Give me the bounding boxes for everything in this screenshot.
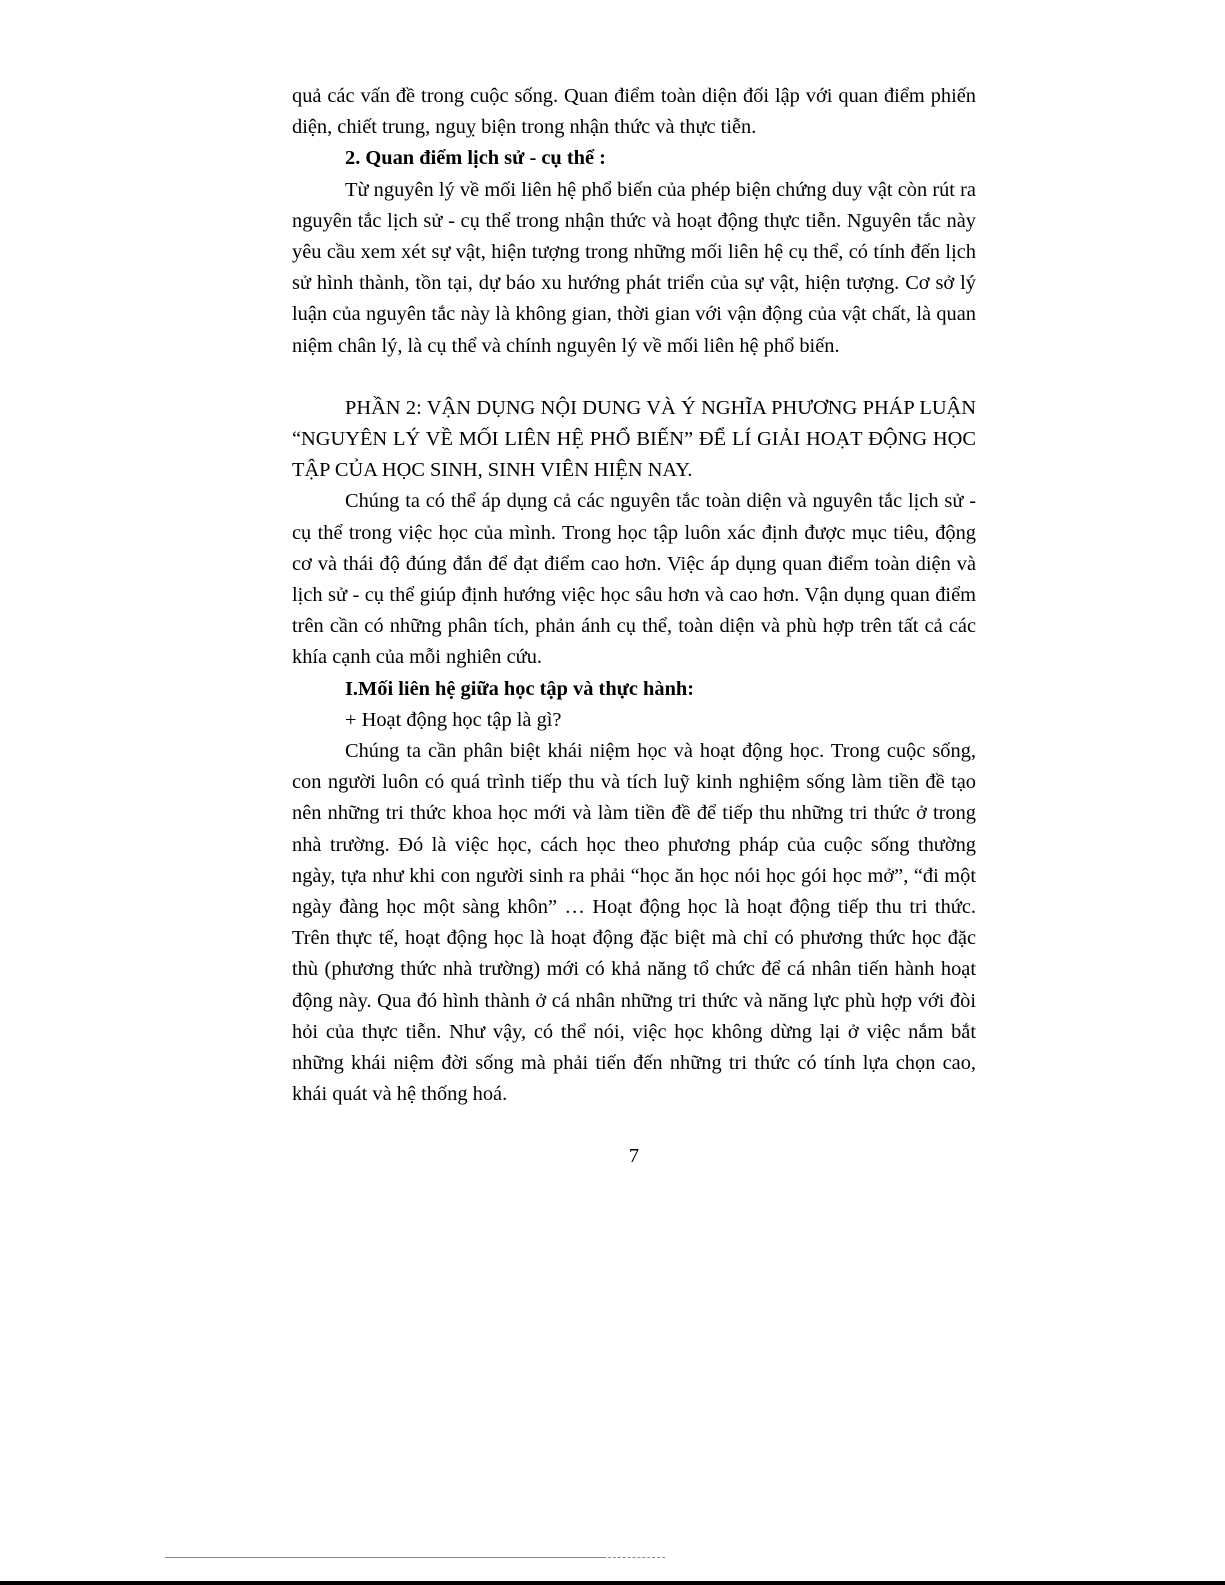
question-what-is-learning: + Hoạt động học tập là gì?	[345, 708, 562, 731]
paragraph-learning-activity: Chúng ta cần phân biệt khái niệm học và hoạt động học. Trong cuộc sống, con người luôn có quá trình tiếp thu và tích luỹ kinh nghiệm sống làm tiền đề tạo nên những tri thức khoa học mới và làm tiền đề để tiếp thu những tri thức ở trong nhà trường. Đó là việc học, cách học theo phương pháp của cuộc sống thường ngày, tựa như khi con người sinh ra phải “học ăn học nói học gói học mở”, “đi một ngày đàng học một sàng khôn” … Hoạt động học là hoạt động tiếp thu tri thức. Trên thực tế, hoạt động học là hoạt động đặc biệt mà chỉ có phương thức học đặc thù (phương thức nhà trường) mới có khả năng tổ chức để cá nhân tiến hành hoạt động này. Qua đó hình thành ở cá nhân những tri thức và năng lực phù hợp với đòi hỏi của thực tiễn. Như vậy, có thể nói, việc học không dừng lại ở việc nắm bắt những khái niệm đời sống mà phải tiến đến những tri thức có tính lựa chọn cao, khái quát và hệ thống hoá.	[292, 740, 976, 1106]
heading-learning-practice: I.Mối liên hệ giữa học tập và thực hành:	[345, 677, 695, 700]
page-bottom-border	[0, 1581, 1225, 1585]
page-number: 7	[628, 1145, 640, 1167]
document-body	[292, 81, 976, 1111]
paragraph-continuation: quả các vấn đề trong cuộc sống. Quan điểm toàn diện đối lập với quan điểm phiến diện, chiết trung, nguỵ biện trong nhận thức và thực tiễn.	[292, 85, 976, 139]
paragraph-historical-concrete: Từ nguyên lý về mối liên hệ phổ biến của phép biện chứng duy vật còn rút ra nguyên tắc lịch sử - cụ thể trong nhận thức và hoạt động thực tiễn. Nguyên tắc này yêu cầu xem xét sự vật, hiện tượng trong những mối liên hệ cụ thể, có tính đến lịch sử hình thành, tồn tại, dự báo xu hướng phát triển của sự vật, hiện tượng. Cơ sở lý luận của nguyên tắc này là không gian, thời gian với vận động của vật chất, là quan niệm chân lý, là cụ thể và chính nguyên lý về mối liên hệ phổ biến.	[292, 178, 976, 357]
footnote-separator	[165, 1557, 603, 1558]
section-title-part-2: PHẦN 2: VẬN DỤNG NỘI DUNG VÀ Ý NGHĨA PHƯƠNG PHÁP LUẬN “NGUYÊN LÝ VỀ MỐI LIÊN HỆ PHỔ BIẾN” ĐỂ LÍ GIẢI HOẠT ĐỘNG HỌC TẬP CỦA HỌC SINH, SINH VIÊN HIỆN NAY.	[292, 396, 976, 482]
heading-historical-concrete: 2. Quan điểm lịch sử - cụ thể :	[345, 147, 606, 170]
footnote-separator-tail	[603, 1557, 665, 1558]
paragraph-application: Chúng ta có thể áp dụng cả các nguyên tắc toàn diện và nguyên tắc lịch sử - cụ thể trong việc học của mình. Trong học tập luôn xác định được mục tiêu, động cơ và thái độ đúng đắn để đạt điểm cao hơn. Việc áp dụng quan điểm toàn diện và lịch sử - cụ thể giúp định hướng việc học sâu hơn và cao hơn. Vận dụng quan điểm trên cần có những phân tích, phản ánh cụ thể, toàn diện và phù hợp trên tất cả các khía cạnh của mỗi nghiên cứu.	[292, 490, 976, 669]
